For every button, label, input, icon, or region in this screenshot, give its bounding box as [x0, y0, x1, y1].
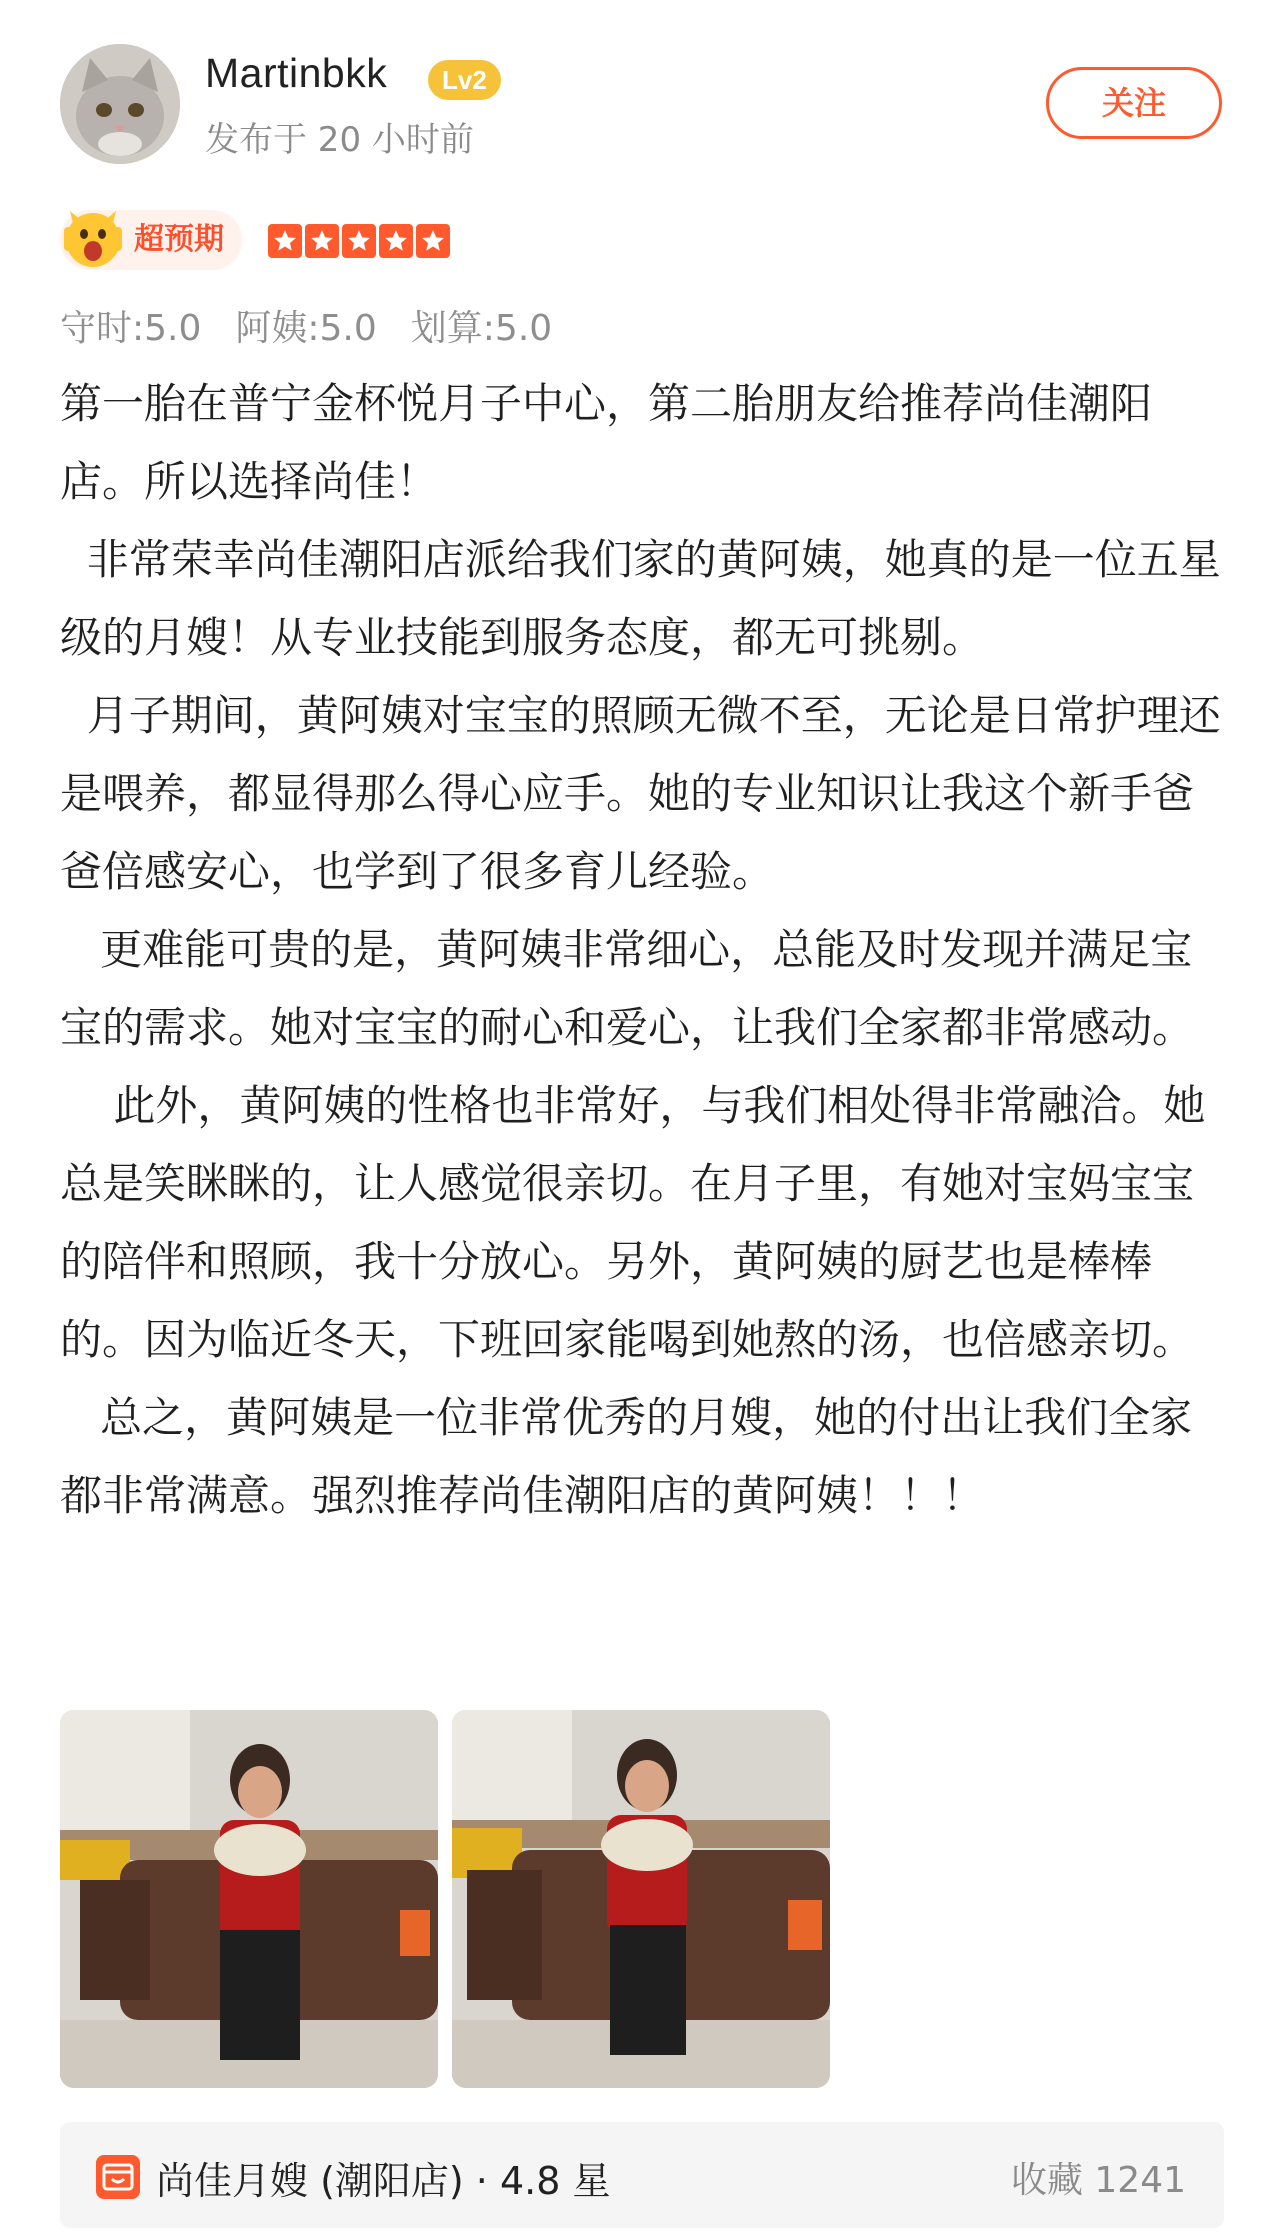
review-paragraph: 此外，黄阿姨的性格也非常好，与我们相处得非常融洽。她总是笑眯眯的，让人感觉很亲切。在月子里，有她对宝妈宝宝的陪伴和照顾，我十分放心。另外，黄阿姨的厨艺也是棒棒的。因为临近冬天，下班回家能喝到她熬的汤，也倍感亲切。 — [60, 1081, 1206, 1364]
review-paragraph: 月子期间，黄阿姨对宝宝的照顾无微不至，无论是日常护理还是喂养，都显得那么得心应手。她的专业知识让我这个新手爸爸倍感安心，也学到了很多育儿经验。 — [60, 691, 1221, 896]
username[interactable]: Martinbkk — [205, 50, 388, 96]
shop-icon — [96, 2155, 140, 2199]
shop-card[interactable] — [60, 2122, 1224, 2228]
star-icon — [342, 224, 376, 258]
follow-button[interactable]: 关注 — [1046, 67, 1222, 139]
score-punctuality: 守时:5.0 — [60, 308, 202, 349]
star-icon — [416, 224, 450, 258]
review-text — [60, 365, 1230, 1535]
review-paragraph: 第一胎在普宁金杯悦月子中心，第二胎朋友给推荐尚佳潮阳店。所以选择尚佳！ — [60, 379, 1153, 506]
shop-name[interactable]: 尚佳月嫂 (潮阳店) · 4.8 星 — [156, 2159, 611, 2203]
review-photo[interactable] — [452, 1710, 830, 2088]
level-badge: Lv2 — [428, 60, 501, 100]
star-icon — [268, 224, 302, 258]
score-nanny: 阿姨:5.0 — [235, 308, 377, 349]
post-time: 发布于 20 小时前 — [205, 120, 474, 160]
star-rating — [268, 224, 450, 258]
rating-label: 超预期 — [60, 210, 242, 270]
shop-favorites-count: 收藏 1241 — [1010, 2160, 1186, 2201]
star-icon — [305, 224, 339, 258]
score-value: 划算:5.0 — [410, 308, 553, 349]
surprised-face-icon — [60, 205, 126, 271]
sub-scores — [60, 300, 552, 351]
review-photo[interactable] — [60, 1710, 438, 2088]
star-icon — [379, 224, 413, 258]
review-paragraph: 非常荣幸尚佳潮阳店派给我们家的黄阿姨，她真的是一位五星级的月嫂！从专业技能到服务态度，都无可挑剔。 — [60, 535, 1221, 662]
review-paragraph: 更难能可贵的是，黄阿姨非常细心，总能及时发现并满足宝宝的需求。她对宝宝的耐心和爱心，让我们全家都非常感动。 — [60, 925, 1195, 1052]
review-paragraph: 总之，黄阿姨是一位非常优秀的月嫂，她的付出让我们全家都非常满意。强烈推荐尚佳潮阳店的黄阿姨！！！ — [60, 1393, 1193, 1520]
avatar[interactable] — [60, 44, 180, 164]
